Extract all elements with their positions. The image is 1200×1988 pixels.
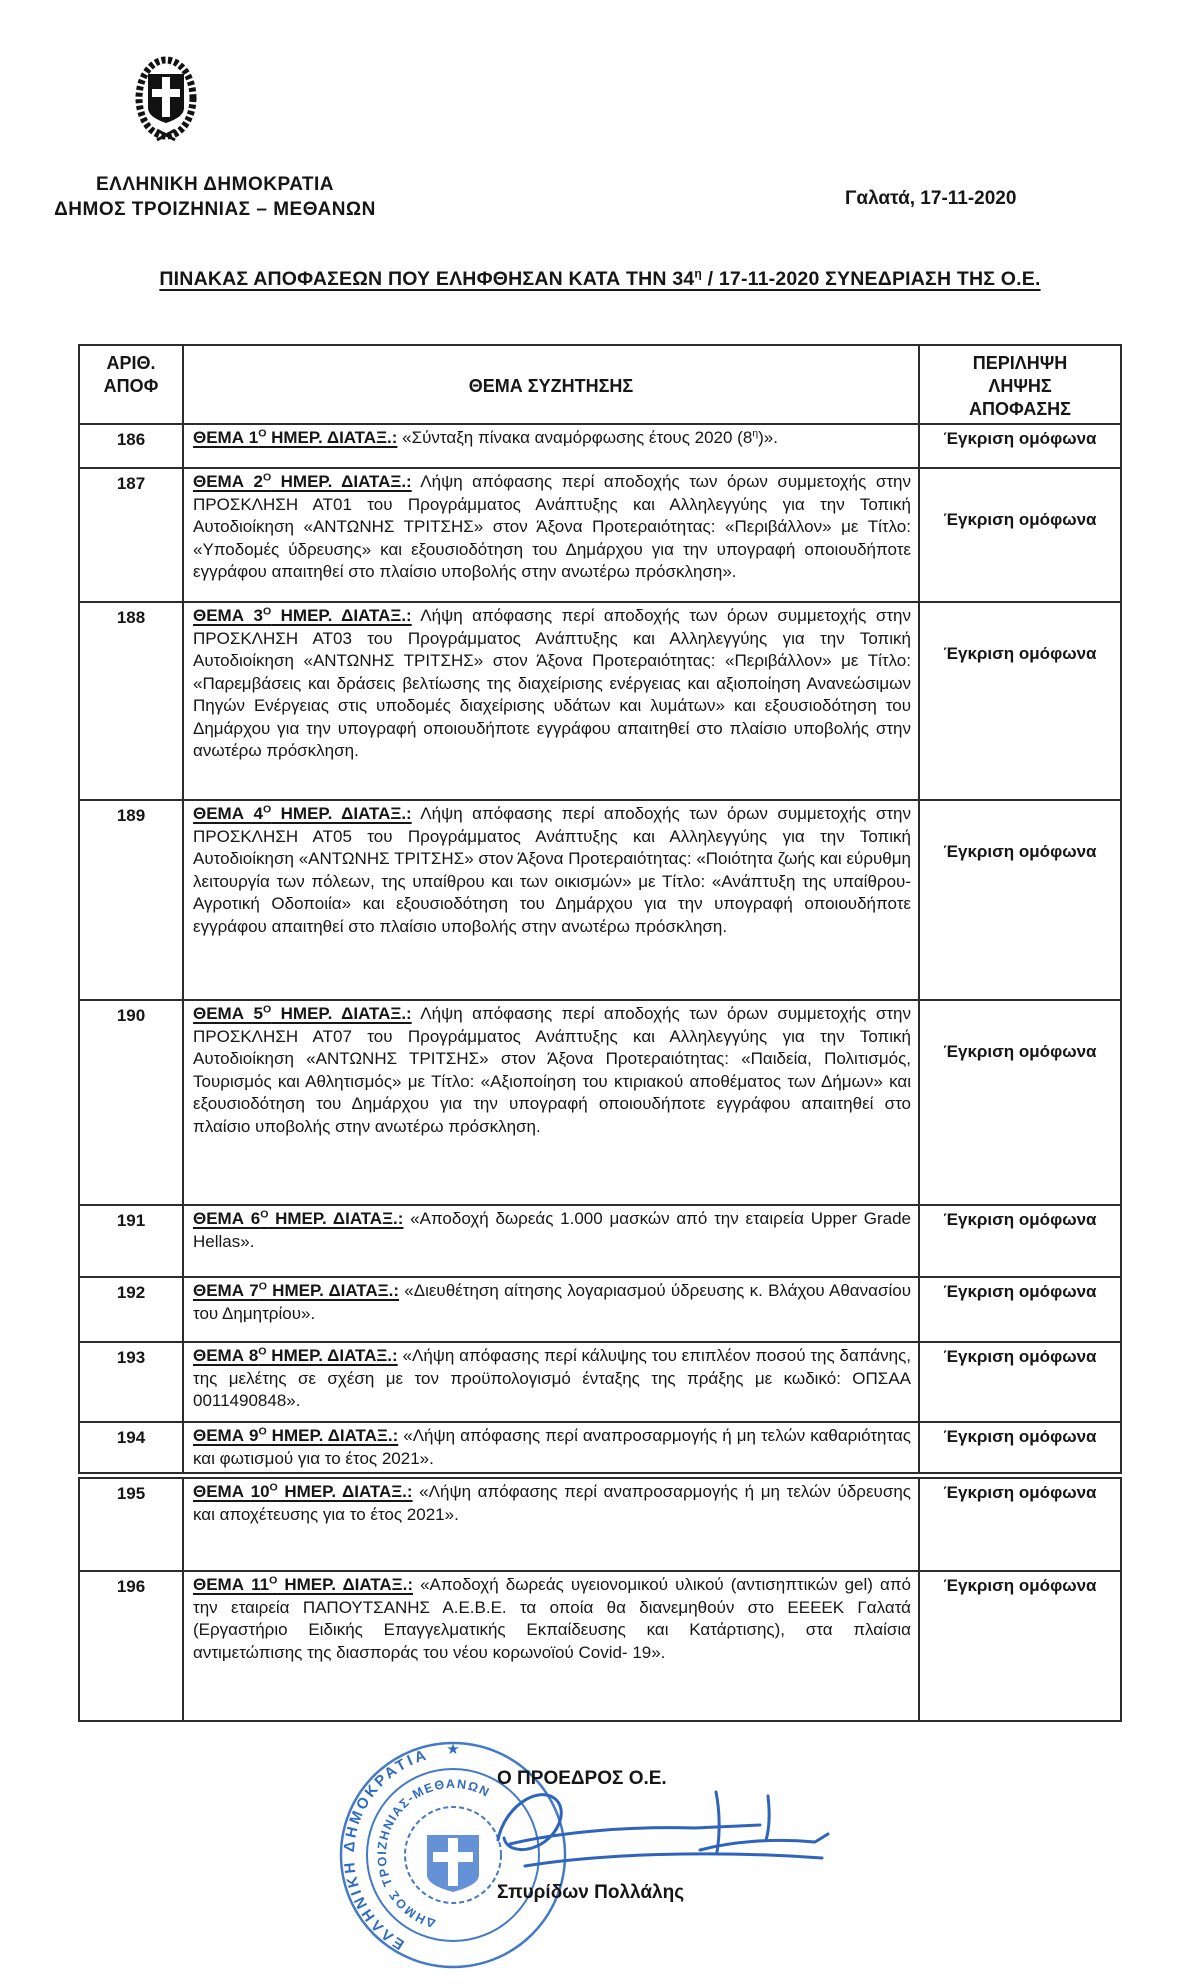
summary-cell: Έγκριση ομόφωνα — [919, 1422, 1121, 1473]
place-date: Γαλατά, 17-11-2020 — [845, 188, 1017, 209]
topic-cell: ΘΕΜΑ $5^O$ ΗΜΕΡ. ΔΙΑΤΑΞ.: Λήψη απόφασης περί αποδοχής των όρων συμμετοχής στην ΠΡΟΣΚΛΗΣΗ ΑΤ07 του Προγράμματος Ανάπτυξης και Αλληλεγγύης για την Τοπική Αυτοδιοίκηση «ΑΝΤΩΝΗΣ ΤΡΙΤΣΗΣ» στον Άξονα Προτεραιότητας: «Παιδεία, Πολιτισμός, Τουρισμός και Αθλητισμός» με Τίτλο: «Αξιοποίηση του κτιριακού αποθέματος των Δήμων» και εξουσιοδότηση του Δημάρχου για την υπογραφή οποιουδήποτε εγγράφου απαιτηθεί στο πλαίσιο υποβολής στην ανωτέρω πρόσκληση. — [183, 1000, 919, 1205]
topic-cell: ΘΕΜΑ $10^O$ ΗΜΕΡ. ΔΙΑΤΑΞ.: «Λήψη απόφασης περί αναπροσαρμογής ή μη τελών ύδρευσης και αποχέτευσης για το έτος 2021». — [183, 1478, 919, 1571]
decisions-table — [78, 344, 1122, 1474]
decisions-table-continued — [78, 1477, 1122, 1722]
decision-number: 194 — [79, 1422, 183, 1473]
table-row — [79, 1422, 1121, 1473]
topic-cell: ΘΕΜΑ $11^O$ ΗΜΕΡ. ΔΙΑΤΑΞ.: «Αποδοχή δωρεάς υγειονομικού υλικού (αντισηπτικών gel) από την εταιρεία ΠΑΠΟΥΤΣΑΝΗΣ Α.Ε.Β.Ε. τα οποία θα διανεμηθούν στο ΕΕΕΕΚ Γαλατά (Εργαστήριο Ειδικής Επαγγελματικής Εκπαίδευσης και Κατάρτισης), στα πλαίσια αντιμετώπισης της διασποράς του νέου κορωνοϊού Covid- 19». — [183, 1571, 919, 1721]
topic-cell: ΘΕΜΑ $9^O$ ΗΜΕΡ. ΔΙΑΤΑΞ.: «Λήψη απόφασης περί αναπροσαρμογής ή μη τελών καθαριότητας και φωτισμού για το έτος 2021». — [183, 1422, 919, 1473]
summary-cell: Έγκριση ομόφωνα — [919, 602, 1121, 800]
signer-name: Σπυρίδων Πολλάλης — [497, 1882, 685, 1903]
topic-cell: ΘΕΜΑ $4^O$ ΗΜΕΡ. ΔΙΑΤΑΞ.: Λήψη απόφασης περί αποδοχής των όρων συμμετοχής στην ΠΡΟΣΚΛΗΣΗ ΑΤ05 του Προγράμματος Ανάπτυξης και Αλληλεγγύης για την Τοπική Αυτοδιοίκηση «ΑΝΤΩΝΗΣ ΤΡΙΤΣΗΣ» στον Άξονα Προτεραιότητας: «Ποιότητα ζωής και εύρυθμη λειτουργία των πόλεων, της υπαίθρου και των οικισμών» με Τίτλο: «Ανάπτυξη της υπαίθρου-Αγροτική Οδοποιία» και εξουσιοδότηση του Δημάρχου για την υπογραφή οποιουδήποτε εγγράφου απαιτηθεί στο πλαίσιο υποβολής στην ανωτέρω πρόσκληση. — [183, 800, 919, 1000]
topic-cell: ΘΕΜΑ $2^O$ ΗΜΕΡ. ΔΙΑΤΑΞ.: Λήψη απόφασης περί αποδοχής των όρων συμμετοχής στην ΠΡΟΣΚΛΗΣΗ ΑΤ01 του Προγράμματος Ανάπτυξης και Αλληλεγγύης για την Τοπική Αυτοδιοίκηση «ΑΝΤΩΝΗΣ ΤΡΙΤΣΗΣ» στον Άξονα Προτεραιότητας: «Περιβάλλον» με Τίτλο: «Υποδομές ύδρευσης» και εξουσιοδότηση του Δημάρχου για την υπογραφή οποιουδήποτε εγγράφου απαιτηθεί στο πλαίσιο υποβολής στην ανωτέρω πρόσκληση». — [183, 468, 919, 602]
letterhead — [40, 172, 390, 222]
table-row — [79, 800, 1121, 1000]
summary-cell: Έγκριση ομόφωνα — [919, 1571, 1121, 1721]
org-name: ΕΛΛΗΝΙΚΗ ΔΗΜΟΚΡΑΤΙΑ — [96, 174, 334, 195]
summary-cell: Έγκριση ομόφωνα — [919, 1478, 1121, 1571]
summary-cell: Έγκριση ομόφωνα — [919, 1277, 1121, 1342]
decision-number: 187 — [79, 468, 183, 602]
decision-number: 190 — [79, 1000, 183, 1205]
table-row — [79, 1342, 1121, 1422]
table-row — [79, 1277, 1121, 1342]
stamp-inner-text: ΔΗΜΟΣ ΤΡΟΙΖΗΝΙΑΣ-ΜΕΘΑΝΩΝ — [374, 1776, 493, 1931]
header-decision-number: ΑΡΙΘ. ΑΠΟΦ — [79, 345, 183, 424]
decision-number: 193 — [79, 1342, 183, 1422]
table-row — [79, 468, 1121, 602]
table-row — [79, 1000, 1121, 1205]
decision-number: 191 — [79, 1205, 183, 1277]
summary-cell: Έγκριση ομόφωνα — [919, 424, 1121, 468]
topic-cell: ΘΕΜΑ $7^O$ ΗΜΕΡ. ΔΙΑΤΑΞ.: «Διευθέτηση αίτησης λογαριασμού ύδρευσης κ. Βλάχου Αθανασίου του Δημητρίου». — [183, 1277, 919, 1342]
table-row — [79, 602, 1121, 800]
topic-cell: ΘΕΜΑ $6^O$ ΗΜΕΡ. ΔΙΑΤΑΞ.: «Αποδοχή δωρεάς 1.000 μασκών από την εταιρεία Upper Grade Hellas». — [183, 1205, 919, 1277]
decision-number: 186 — [79, 424, 183, 468]
summary-cell: Έγκριση ομόφωνα — [919, 468, 1121, 602]
topic-cell: ΘΕΜΑ $1^O$ ΗΜΕΡ. ΔΙΑΤΑΞ.: «Σύνταξη πίνακα αναμόρφωσης έτους 2020 $(8^\eta)$». — [183, 424, 919, 468]
header-topic: ΘΕΜΑ ΣΥΖΗΤΗΣΗΣ — [183, 345, 919, 424]
table-row — [79, 424, 1121, 468]
decision-number: 188 — [79, 602, 183, 800]
stamp-outer-text: ΕΛΛΗΝΙΚΗ ΔΗΜΟΚΡΑΤΙΑ — [340, 1746, 431, 1953]
summary-cell: Έγκριση ομόφωνα — [919, 1000, 1121, 1205]
decision-number: 195 — [79, 1478, 183, 1571]
header-summary: ΠΕΡΙΛΗΨΗ ΛΗΨΗΣ ΑΠΟΦΑΣΗΣ — [919, 345, 1121, 424]
signature-scribble-icon — [470, 1778, 840, 1888]
municipality-name: ΔΗΜΟΣ ΤΡΟΙΖΗΝΙΑΣ – ΜΕΘΑΝΩΝ — [54, 199, 376, 220]
table-row — [79, 1478, 1121, 1571]
decision-number: 192 — [79, 1277, 183, 1342]
decision-number: 189 — [79, 800, 183, 1000]
national-emblem-icon — [133, 52, 199, 152]
table-header-row — [79, 345, 1121, 424]
signer-role: Ο ΠΡΟΕΔΡΟΣ Ο.Ε. — [497, 1768, 667, 1789]
summary-cell: Έγκριση ομόφωνα — [919, 800, 1121, 1000]
table-row — [79, 1205, 1121, 1277]
summary-cell: Έγκριση ομόφωνα — [919, 1342, 1121, 1422]
topic-cell: ΘΕΜΑ $3^O$ ΗΜΕΡ. ΔΙΑΤΑΞ.: Λήψη απόφασης περί αποδοχής των όρων συμμετοχής στην ΠΡΟΣΚΛΗΣΗ ΑΤ03 του Προγράμματος Ανάπτυξης και Αλληλεγγύης για την Τοπική Αυτοδιοίκηση «ΑΝΤΩΝΗΣ ΤΡΙΤΣΗΣ» στον Άξονα Προτεραιότητας: «Περιβάλλον» με Τίτλο: «Παρεμβάσεις και δράσεις βελτίωσης της διαχείρισης ενέργειας και αξιοποίηση Ανανεώσιμων Πηγών Ενέργειας στις υποδομές διαχείρισης υδάτων και λυμάτων» και εξουσιοδότηση του Δημάρχου για την υπογραφή οποιουδήποτε εγγράφου απαιτηθεί στο πλαίσιο υποβολής στην ανωτέρω πρόσκληση. — [183, 602, 919, 800]
decision-number: 196 — [79, 1571, 183, 1721]
document-title: ΠΙΝΑΚΑΣ ΑΠΟΦΑΣΕΩΝ ΠΟΥ ΕΛΗΦΘΗΣΑΝ ΚΑΤΑ ΤΗΝ $34^\eta / 17-11-2020$ ΣΥΝΕΔΡΙΑΣΗ ΤΗΣ Ο.Ε. — [159, 266, 1041, 290]
table-row — [79, 1571, 1121, 1721]
topic-cell: ΘΕΜΑ $8^O$ ΗΜΕΡ. ΔΙΑΤΑΞ.: «Λήψη απόφασης περί κάλυψης του επιπλέον ποσού της δαπάνης, της μελέτης σε σχέση με τον προϋπολογισμό ένταξης της πράξης με κωδικό: ΟΠΣΑΑ 0011490848». — [183, 1342, 919, 1422]
stamp-star: ★ — [446, 1741, 460, 1758]
summary-cell: Έγκριση ομόφωνα — [919, 1205, 1121, 1277]
